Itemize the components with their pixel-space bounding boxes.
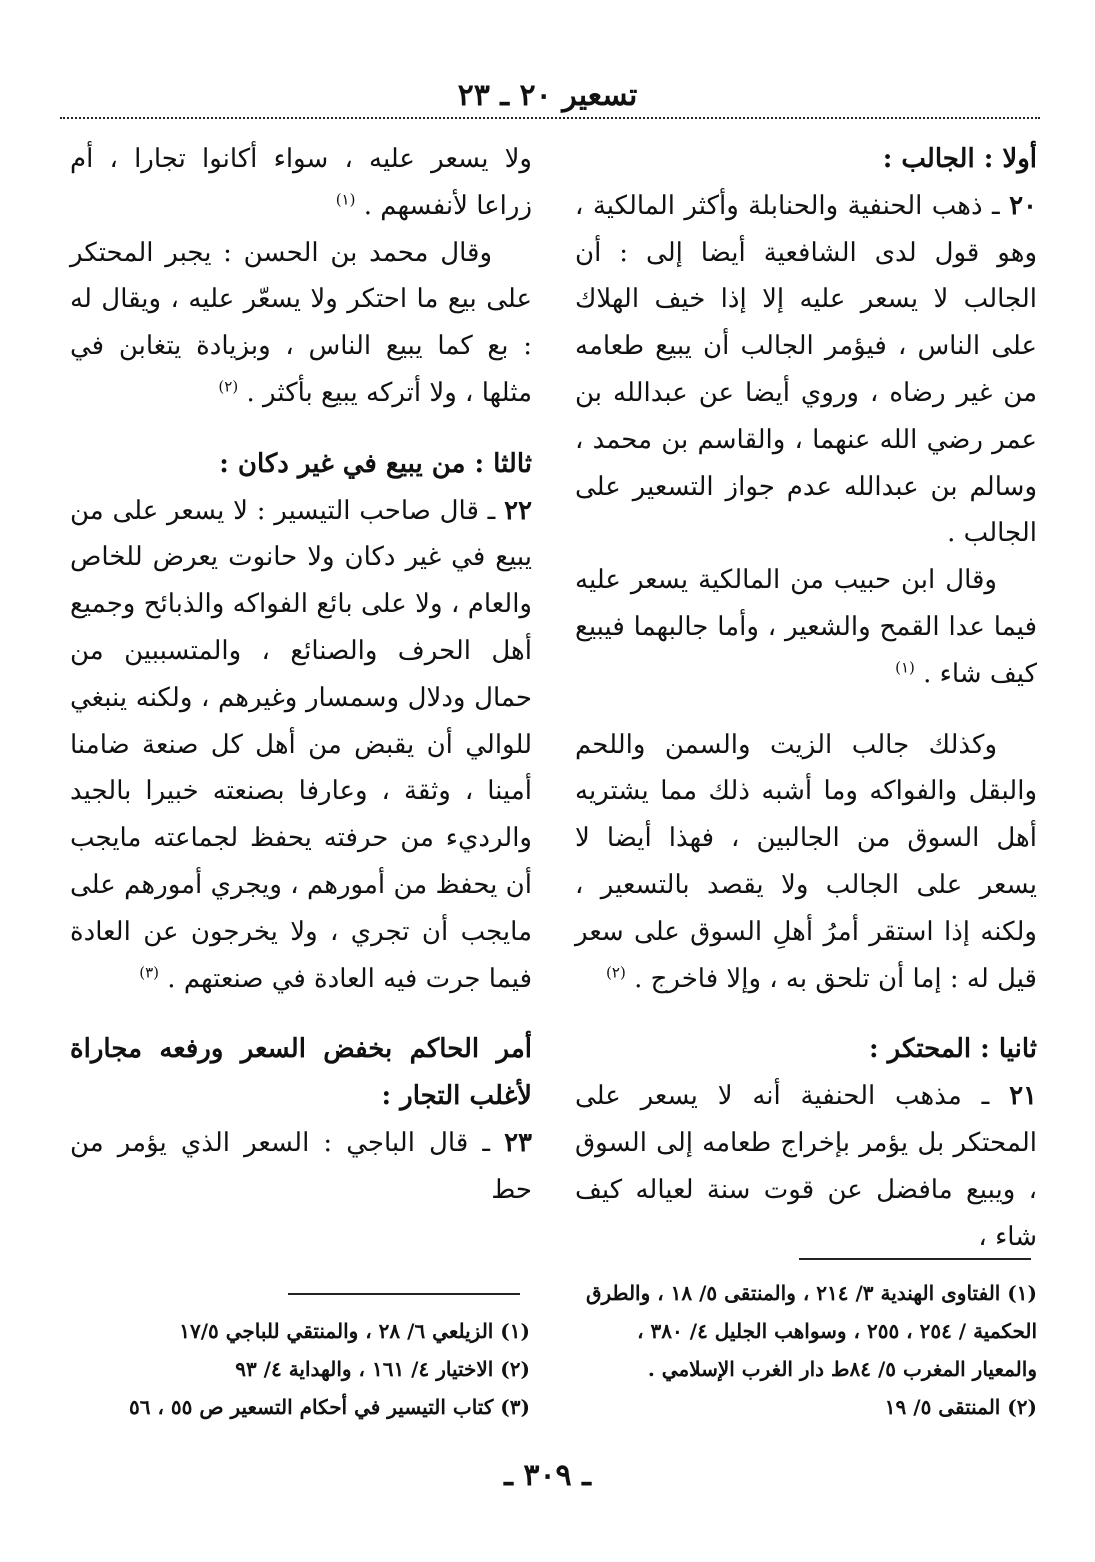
paragraph-text: ـ قال صاحب التيسير : لا يسعر على من يبيع في غير دكان ولا حانوت يعرض للخاص والعام ، ولا على بائع الفواكه والذبائح وجميع أهل الحرف والصنائع ، والمتسببين من حمال ودلال وسمسار وغيرهم ، ولكنه ينبغي للوالي أن يقبض من أهل كل صنعة ضامنا أمينا ، وثقة ، وعارفا بصنعته خبيرا بالجيد والرديء من حرفته يحفظ لجماعته مايجب أن يحفظ من أمورهم ، ويجري أمورهم على مايجب أن تجري ، ولا يخرجون عن العادة فيما جرت فيه العادة في صنعتهم . bbox=[70, 495, 532, 994]
running-title: تسعير ٢٠ ـ ٢٣ bbox=[457, 78, 638, 113]
paragraph-text: ولا يسعر عليه ، سواء أكانوا تجارا ، أم زراعا لأنفسهم . bbox=[70, 144, 532, 221]
spacer bbox=[575, 1002, 1037, 1026]
footnote-1: (١) الفتاوى الهندية ٣/ ٢١٤ ، والمنتقى ٥/ ١٨ ، والطرق الحكمية / ٢٥٤ ، ٢٥٥ ، وسواهب الجليل ٤/ ٣٨٠ ، والمعيار المغرب ٥/ ٨٤ط دار الغرب الإسلامي . bbox=[586, 1281, 1037, 1381]
paragraph-text: وقال ابن حبيب من المالكية يسعر عليه فيما عدا القمح والشعير ، وأما جالبهما فيبيع كيف شاء . bbox=[575, 565, 1037, 689]
section-heading-no-shop: ثالثا : من يبيع في غير دكان : bbox=[219, 448, 532, 479]
paragraph-text: ـ مذهب الحنفية أنه لا يسعر على المحتكر بل يؤمر بإخراج طعامه إلى السوق ، ويبيع مافضل عن قوت سنة لعياله كيف شاء ، bbox=[575, 1081, 1037, 1252]
paragraph-22 bbox=[70, 488, 532, 1003]
header-dotted-rule bbox=[60, 117, 1040, 119]
paragraph-text: ـ قال الباجي : السعر الذي يؤمر من حط bbox=[70, 1127, 532, 1205]
section-heading-importer: أولا : الجالب : bbox=[882, 144, 1037, 174]
section-heading-hoarder: ثانيا : المحتكر : bbox=[868, 1034, 1037, 1065]
paragraph-number: ٢٠ bbox=[1009, 190, 1038, 221]
paragraph-23 bbox=[70, 1120, 532, 1214]
footnote-2: (٢) الاختيار ٤/ ١٦١ ، والهداية ٤/ ٩٣ bbox=[235, 1357, 530, 1381]
paragraph-number: ٢٣ bbox=[504, 1127, 532, 1158]
section-heading-ruler-order: أمر الحاكم بخفض السعر ورفعه مجاراة لأغلب التجار : bbox=[70, 1034, 532, 1112]
paragraph-20 bbox=[575, 183, 1037, 557]
paragraph-21 bbox=[575, 1073, 1037, 1260]
spacer bbox=[70, 1002, 532, 1026]
spacer bbox=[575, 698, 1037, 722]
paragraph-number: ٢١ bbox=[1009, 1081, 1037, 1112]
paragraph-text: وقال محمد بن الحسن : يجبر المحتكر على بيع ما احتكر ولا يسعّر عليه ، ويقال له : بع كما يبيع الناس ، وبزيادة يتغابن في مثلها ، ولا أتركه يبيع بأكثر . bbox=[70, 237, 532, 408]
paragraph-20c bbox=[575, 722, 1037, 1003]
paragraph-text: وكذلك جالب الزيت والسمن واللحم والبقل والفواكه وما أشبه ذلك مما يشتريه أهل السوق من الجالبين ، فهذا أيضا لا يسعر على الجالب ولا يقصد بالتسعير ، ولكنه إذا استقر أمرُ أهلِ السوق على سعر قيل له : إما أن تلحق به ، وإلا فاخرج . bbox=[575, 729, 1037, 994]
page-number: ـ ٣٠٩ ـ bbox=[504, 1458, 591, 1493]
footnote-ref: (٢) bbox=[606, 962, 626, 981]
spacer bbox=[70, 417, 532, 441]
footnote-ref: (١) bbox=[895, 658, 915, 677]
paragraph-21b bbox=[70, 136, 532, 230]
footnote-ref: (٣) bbox=[139, 962, 160, 981]
paragraph-21c bbox=[70, 230, 532, 417]
footnote-2: (٢) المنتقى ٥/ ١٩ bbox=[884, 1395, 1037, 1419]
paragraph-text: ـ ذهب الحنفية والحنابلة وأكثر المالكية ، وهو قول لدى الشافعية أيضا إلى : أن الجالب لا يسعر عليه إلا إذا خيف الهلاك على الناس ، فيؤمر الجالب أن يبيع طعامه من غير رضاه ، وروي أيضا عن عبدالله بن عمر رضي الله عنهما ، والقاسم بن محمد ، وسالم بن عبدالله عدم جواز التسعير على الجالب . bbox=[575, 190, 1037, 549]
paragraph-20b bbox=[575, 557, 1037, 697]
left-column bbox=[70, 136, 532, 1214]
left-footnotes bbox=[70, 1312, 530, 1426]
right-column bbox=[575, 136, 1037, 1260]
footnote-3: (٣) كتاب التيسير في أحكام التسعير ص ٥٥ ، ٥٦ bbox=[129, 1395, 530, 1419]
paragraph-number: ٢٢ bbox=[504, 495, 533, 526]
right-footnotes bbox=[577, 1274, 1037, 1426]
footnote-rule bbox=[799, 1258, 1031, 1260]
footnote-ref: (١) bbox=[335, 190, 356, 209]
footnote-rule bbox=[288, 1293, 520, 1295]
footnote-ref: (٢) bbox=[218, 377, 239, 396]
footnote-1: (١) الزيلعي ٦/ ٢٨ ، والمنتقي للباجي ١٧/٥ bbox=[179, 1319, 530, 1343]
